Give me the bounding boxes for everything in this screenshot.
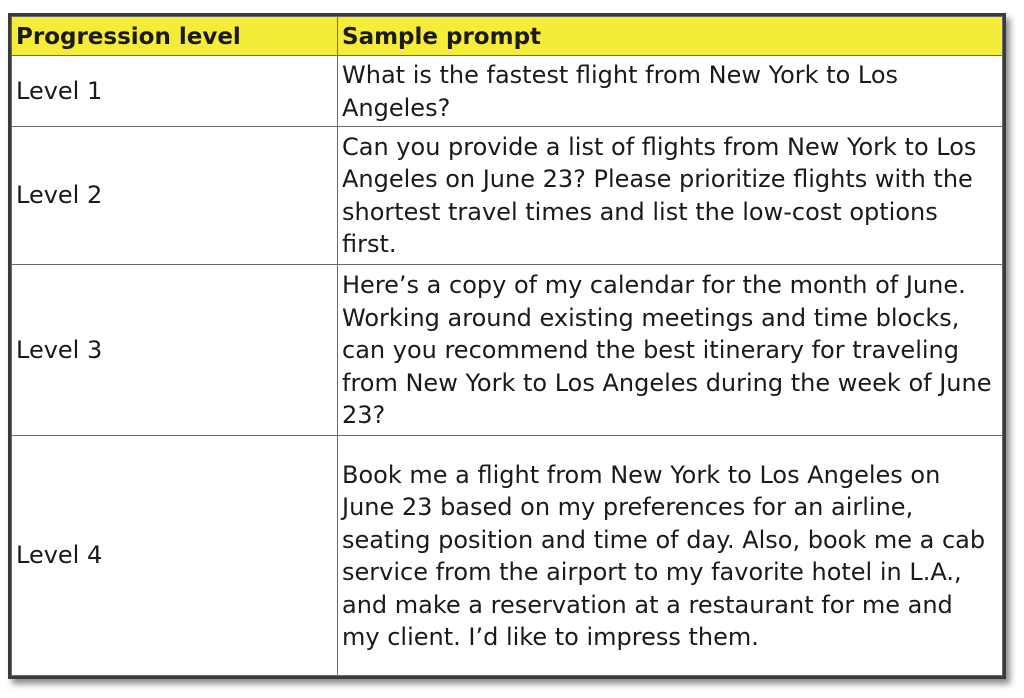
level-cell: Level 2 bbox=[12, 127, 338, 264]
level-cell: Level 3 bbox=[12, 264, 338, 436]
table-row bbox=[12, 264, 1003, 436]
table-row bbox=[12, 127, 1003, 264]
header-sample-prompt: Sample prompt bbox=[338, 17, 1003, 56]
prompt-cell: Can you provide a list of flights from New York to Los Angeles on June 23? Please prioritize flights with the shortest travel times and list the low-cost options first. bbox=[338, 127, 1003, 264]
table-frame bbox=[8, 13, 1006, 679]
prompt-cell: Here’s a copy of my calendar for the month of June. Working around existing meetings and time blocks, can you recommend the best itinerary for traveling from New York to Los Angeles during the week of June 23? bbox=[338, 264, 1003, 436]
level-cell: Level 1 bbox=[12, 56, 338, 127]
prompt-cell: Book me a flight from New York to Los Angeles on June 23 based on my preferences for an airline, seating position and time of day. Also, book me a cab service from the airport to my favorite hotel in L.A., and make a reservation at a restaurant for me and my client. I’d like to impress them. bbox=[338, 436, 1003, 676]
table-row bbox=[12, 436, 1003, 676]
header-row bbox=[12, 17, 1003, 56]
prompt-cell: What is the fastest flight from New York to Los Angeles? bbox=[338, 56, 1003, 127]
progression-table bbox=[11, 16, 1003, 676]
level-cell: Level 4 bbox=[12, 436, 338, 676]
table-row bbox=[12, 56, 1003, 127]
header-progression-level: Progression level bbox=[12, 17, 338, 56]
